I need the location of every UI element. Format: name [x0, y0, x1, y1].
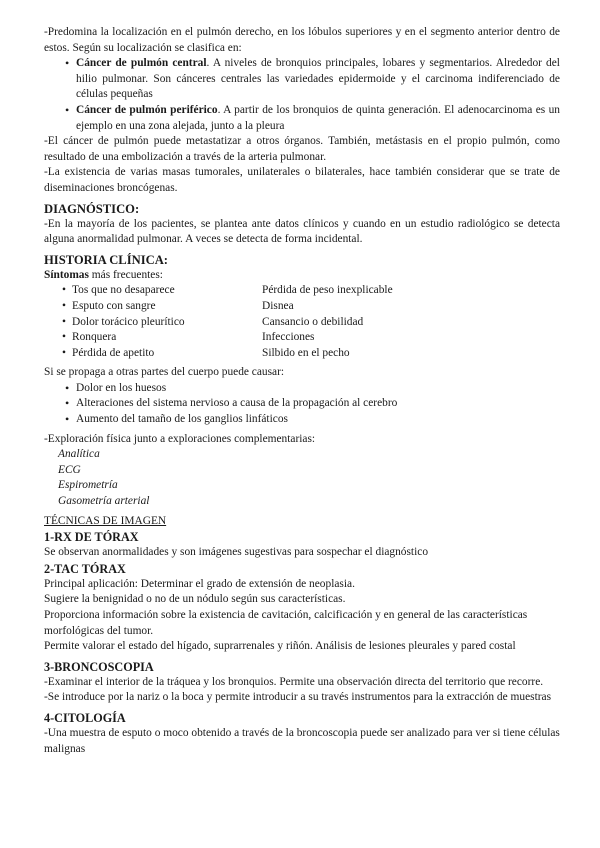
location-types-list — [44, 56, 560, 134]
pruebas-list — [58, 447, 560, 509]
cito-heading: 4-CITOLOGÍA — [44, 710, 126, 725]
type-term: Cáncer de pulmón central — [76, 57, 207, 70]
table-row — [44, 283, 560, 299]
symptom-left: • Pérdida de apetito — [62, 346, 262, 362]
spread-intro: Si se propaga a otras partes del cuerpo puede causar: — [44, 366, 285, 379]
document-page — [44, 25, 560, 757]
list-item: Gasometría arterial — [58, 495, 150, 508]
cito-text: -Una muestra de esputo o moco obtenido a través de la broncoscopia puede ser analizado para ver si tiene células malignas — [44, 726, 560, 755]
bronco-line: -Se introduce por la nariz o la boca y permite introducir a su través instrumentos para la extracción de muestras — [44, 691, 552, 704]
symptom-right: Disnea — [262, 299, 294, 312]
rx-heading: 1-RX DE TÓRAX — [44, 530, 139, 545]
type-text: . A niveles de bronquios principales, lobares y segmentarios. Alrededor del hilio pulmonar. Son cánceres centrales las variedades epidermoide y el carcinoma indiferenciado de células pequeñas — [76, 57, 560, 101]
symptom-left: • Tos que no desaparece — [62, 283, 262, 299]
symptom-left: • Dolor torácico pleurítico — [62, 315, 262, 331]
bronco-heading: 3-BRONCOSCOPIA — [44, 659, 154, 674]
tac-line: Sugiere la benignidad o no de un nódulo según sus características. — [44, 593, 346, 606]
type-text: . A partir de los bronquios de quinta generación. El adenocarcinoma es un ejemplo en una zona alejada, junto a la pleura — [76, 103, 560, 132]
symptom-left: • Esputo con sangre — [62, 299, 262, 315]
rx-text: Se observan anormalidades y son imágenes sugestivas para sospechar el diagnóstico — [44, 546, 429, 559]
symptom-right: Pérdida de peso inexplicable — [262, 284, 393, 297]
tecnicas-heading: TÉCNICAS DE IMAGEN — [44, 514, 167, 527]
table-row — [44, 299, 560, 315]
sintomas-suffix: más frecuentes: — [88, 268, 163, 281]
table-row — [44, 315, 560, 331]
tac-line: Permite valorar el estado del hígado, suprarrenales y riñón. Análisis de lesiones pleurales y pared costal — [44, 640, 516, 653]
symptom-right: Cansancio o debilidad — [262, 315, 364, 328]
list-item: • Aumento del tamaño de los ganglios linfáticos — [62, 412, 560, 428]
intro-paragraph-1: -Predomina la localización en el pulmón derecho, en los lóbulos superiores y en el segmento anterior dentro de estos. Según su localización se clasifica en: — [44, 26, 560, 54]
symptoms-table — [44, 283, 560, 361]
exploracion-intro: -Exploración física junto a exploraciones complementarias: — [44, 432, 316, 445]
symptom-right: Silbido en el pecho — [262, 346, 350, 359]
list-item: • Dolor en los huesos — [62, 381, 560, 397]
historia-heading: HISTORIA CLÍNICA: — [44, 252, 168, 267]
tac-line: Principal aplicación: Determinar el grado de extensión de neoplasia. — [44, 577, 355, 590]
diagnostico-text: -En la mayoría de los pacientes, se plantea ante datos clínicos y cuando en un estudio radiológico se detecta alguna anormalidad pulmonar. A veces se detecta de forma incidental. — [44, 217, 560, 246]
tac-line: Proporciona información sobre la existencia de cavitación, calcificación y en general de las características morfológicas del tumor. — [44, 609, 528, 637]
sintomas-intro — [44, 268, 560, 284]
list-item: Analítica — [58, 448, 100, 461]
type-term: Cáncer de pulmón periférico — [76, 103, 218, 116]
list-item: • Alteraciones del sistema nervioso a causa de la propagación al cerebro — [62, 396, 560, 412]
tac-heading: 2-TAC TÓRAX — [44, 561, 126, 576]
symptom-right: Infecciones — [262, 331, 315, 344]
table-row — [44, 346, 560, 362]
intro-paragraph-3: -La existencia de varias masas tumorales, unilaterales o bilaterales, hace también considerar que se trate de diseminaciones broncógenas. — [44, 166, 560, 194]
list-item — [62, 56, 560, 103]
symptom-left: • Ronquera — [62, 330, 262, 346]
intro-paragraph-2: -El cáncer de pulmón puede metastatizar a otros órganos. También, metástasis en el propio pulmón, como resultado de una embolización a través de la arteria pulmonar. — [44, 135, 560, 163]
bronco-line: -Examinar el interior de la tráquea y los bronquios. Permite una observación directa del territorio que recorre. — [44, 675, 544, 688]
table-row — [44, 330, 560, 346]
diagnostico-heading: DIAGNÓSTICO: — [44, 201, 140, 216]
spread-list — [44, 381, 560, 428]
sintomas-label: Síntomas — [44, 268, 89, 281]
list-item: Espirometría — [58, 479, 118, 492]
list-item: ECG — [58, 463, 81, 476]
list-item — [62, 103, 560, 134]
